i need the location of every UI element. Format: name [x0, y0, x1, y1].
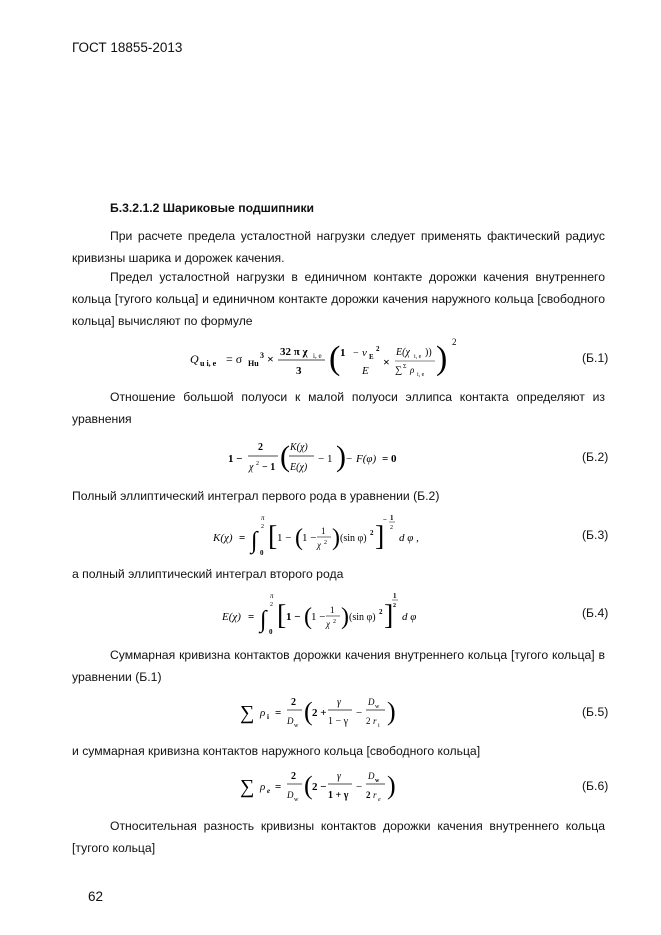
- svg-text:(sin φ): (sin φ): [349, 612, 376, 623]
- svg-text:3: 3: [296, 365, 302, 377]
- svg-text:ρ: ρ: [260, 707, 266, 719]
- svg-text:∑: ∑: [240, 776, 255, 798]
- svg-text:3: 3: [260, 351, 264, 360]
- svg-text:=: =: [275, 707, 282, 719]
- svg-text:1: 1: [393, 592, 397, 600]
- svg-text:]: ]: [384, 600, 394, 631]
- svg-text:i: i: [378, 723, 380, 729]
- svg-text:−: −: [346, 453, 353, 465]
- svg-text:(: (: [280, 440, 290, 473]
- svg-text:E(χ): E(χ): [222, 611, 241, 623]
- equation-b5: [240, 688, 420, 739]
- svg-text:ρ: ρ: [260, 781, 266, 793]
- svg-text:(: (: [304, 771, 313, 800]
- svg-text:32 π χ: 32 π χ: [280, 346, 308, 358]
- svg-text:−: −: [353, 348, 359, 359]
- svg-text:∫: ∫: [260, 607, 267, 633]
- svg-text:1: 1: [321, 526, 326, 536]
- svg-text:(sin φ): (sin φ): [340, 533, 367, 544]
- svg-text:(: (: [329, 340, 341, 377]
- svg-text:χ: χ: [317, 540, 321, 550]
- svg-text:d φ ,: d φ ,: [399, 532, 419, 544]
- svg-text:K(χ): K(χ): [290, 442, 308, 453]
- svg-text:2: 2: [324, 540, 327, 546]
- svg-text:−: −: [383, 516, 387, 524]
- paragraph-1: При расчете предела усталостной нагрузки следует применять фактический радиус кривизны шарика и дорожек качения.: [72, 229, 605, 265]
- svg-text:i, e: i, e: [313, 352, 322, 360]
- section-title: Б.3.2.1.2 Шариковые подшипники: [110, 201, 315, 215]
- svg-text:D: D: [368, 771, 375, 781]
- svg-text:(: (: [304, 697, 313, 726]
- svg-text:−: −: [356, 707, 363, 719]
- equation-b6: [240, 762, 420, 813]
- svg-text:d φ: d φ: [402, 611, 417, 623]
- svg-text:i, e: i, e: [414, 354, 422, 360]
- svg-text:r: r: [373, 716, 377, 726]
- svg-text:2: 2: [376, 345, 380, 353]
- svg-text:2: 2: [390, 525, 393, 531]
- svg-text:= 0: = 0: [382, 453, 397, 465]
- svg-text:1 + γ: 1 + γ: [328, 790, 349, 801]
- svg-text:1 −: 1 −: [311, 611, 326, 623]
- svg-text:[: [: [277, 600, 287, 631]
- svg-text:1 − γ: 1 − γ: [328, 716, 349, 727]
- equation-number-b6: (Б.6): [582, 779, 609, 793]
- svg-text:2 −: 2 −: [312, 781, 327, 793]
- svg-text:=: =: [239, 532, 246, 544]
- svg-text:): ): [336, 440, 346, 473]
- svg-text:): ): [341, 604, 349, 630]
- svg-text:1 −: 1 −: [286, 611, 301, 623]
- svg-text:E: E: [362, 365, 369, 377]
- equation-number-b1: (Б.1): [582, 351, 609, 365]
- equation-number-b3: (Б.3): [582, 528, 609, 542]
- svg-text:π: π: [261, 514, 265, 522]
- svg-text:−: −: [356, 781, 363, 793]
- svg-text:ν: ν: [362, 347, 367, 359]
- svg-text:ρ: ρ: [410, 365, 415, 375]
- paragraph-5: а полный эллиптический интеграл второго рода: [72, 567, 344, 581]
- svg-text:e: e: [378, 797, 381, 803]
- svg-text:Q: Q: [190, 352, 199, 366]
- svg-text:= σ: = σ: [226, 352, 243, 366]
- equation-number-b4: (Б.4): [582, 606, 609, 620]
- svg-text:1 −: 1 −: [277, 532, 292, 544]
- svg-text:2: 2: [270, 602, 273, 608]
- svg-text:2: 2: [256, 461, 259, 467]
- svg-text:− 1: − 1: [318, 453, 333, 465]
- svg-text:u i, e: u i, e: [200, 359, 217, 368]
- svg-text:w: w: [375, 704, 380, 710]
- svg-text:D: D: [368, 697, 375, 707]
- svg-text:1 −: 1 −: [302, 532, 317, 544]
- svg-text:2 +: 2 +: [312, 707, 327, 719]
- svg-text:0: 0: [269, 628, 273, 636]
- svg-text:w: w: [294, 797, 299, 803]
- svg-text:Σ: Σ: [403, 364, 407, 370]
- equation-b2: [228, 436, 418, 485]
- paragraph-8: Относительная разность кривизны контактов дорожки качения внутреннего кольца [тугого кольца]: [72, 819, 605, 855]
- svg-text:×: ×: [383, 355, 390, 369]
- svg-text:1: 1: [330, 605, 335, 615]
- svg-text:=: =: [248, 611, 255, 623]
- svg-text:=: =: [275, 781, 282, 793]
- svg-text:1 −: 1 −: [228, 453, 243, 465]
- svg-text:[: [: [268, 521, 278, 552]
- svg-text:w: w: [375, 778, 380, 784]
- equation-number-b2: (Б.2): [582, 450, 609, 464]
- svg-text:γ: γ: [337, 697, 341, 708]
- svg-text:E: E: [369, 353, 374, 361]
- equation-b3: [213, 510, 453, 565]
- svg-text:∑: ∑: [240, 702, 255, 724]
- svg-text:2: 2: [333, 619, 336, 625]
- svg-text:π: π: [270, 592, 274, 600]
- svg-text:i: i: [267, 713, 269, 721]
- svg-text:D: D: [287, 790, 294, 800]
- svg-text:χ: χ: [326, 619, 330, 629]
- equation-number-b5: (Б.5): [582, 705, 609, 719]
- equation-b1: [190, 333, 480, 388]
- equation-b4: [222, 587, 432, 644]
- page-number: 62: [88, 889, 104, 904]
- svg-text:r: r: [373, 790, 377, 800]
- svg-text:): ): [332, 525, 340, 551]
- svg-text:1: 1: [390, 514, 394, 522]
- svg-text:E(χ: E(χ: [396, 347, 410, 358]
- svg-text:γ: γ: [337, 771, 341, 782]
- svg-text:D: D: [287, 716, 294, 726]
- svg-text:(: (: [295, 525, 303, 551]
- svg-text:2: 2: [379, 608, 383, 616]
- svg-text:2: 2: [366, 716, 371, 726]
- svg-text:): ): [387, 697, 396, 726]
- svg-text:(: (: [304, 604, 312, 630]
- svg-text:∑: ∑: [395, 365, 403, 376]
- svg-text:2: 2: [258, 442, 263, 453]
- document-header: ГОСТ 18855-2013: [72, 40, 183, 55]
- svg-text:i, e: i, e: [417, 372, 425, 378]
- paragraph-6: Суммарная кривизна контактов дорожки качения внутреннего кольца [тугого кольца] в уравнении (Б.1): [72, 648, 605, 684]
- paragraph-4: Полный эллиптический интеграл первого рода в уравнении (Б.2): [72, 489, 440, 503]
- svg-text:): ): [436, 340, 448, 377]
- svg-text:2: 2: [393, 603, 396, 609]
- svg-text:1: 1: [340, 347, 346, 359]
- svg-text:2: 2: [291, 771, 296, 782]
- svg-text:Hu: Hu: [248, 359, 259, 368]
- svg-text:): ): [387, 771, 396, 800]
- paragraph-3: Отношение большой полуоси к малой полуоси эллипса контакта определяют из уравнения: [72, 390, 605, 426]
- paragraph-7: и суммарная кривизна контактов наружного кольца [свободного кольца]: [72, 744, 481, 758]
- svg-text:2: 2: [291, 697, 296, 708]
- paragraph-2: Предел усталостной нагрузки в единичном контакте дорожки качения внутреннего кольца [тугого кольца] и единичном контакте дорожки качения наружного кольца [свободного кольца] вычисляют по формуле: [72, 270, 605, 328]
- svg-text:2: 2: [452, 337, 457, 347]
- svg-text:− 1: − 1: [262, 462, 276, 473]
- svg-text:K(χ): K(χ): [213, 532, 233, 544]
- svg-text:∫: ∫: [251, 528, 258, 554]
- svg-text:2: 2: [366, 790, 371, 800]
- svg-text:2: 2: [261, 524, 264, 530]
- svg-text:]: ]: [375, 521, 385, 552]
- svg-text:2: 2: [370, 529, 374, 537]
- svg-text:w: w: [294, 723, 299, 729]
- svg-text:χ: χ: [249, 462, 254, 473]
- svg-text:0: 0: [260, 549, 264, 557]
- svg-text:F(φ): F(φ): [356, 453, 377, 465]
- svg-text:)): )): [425, 347, 432, 358]
- svg-text:E(χ): E(χ): [290, 462, 308, 473]
- svg-text:×: ×: [267, 352, 274, 366]
- svg-text:e: e: [267, 787, 271, 795]
